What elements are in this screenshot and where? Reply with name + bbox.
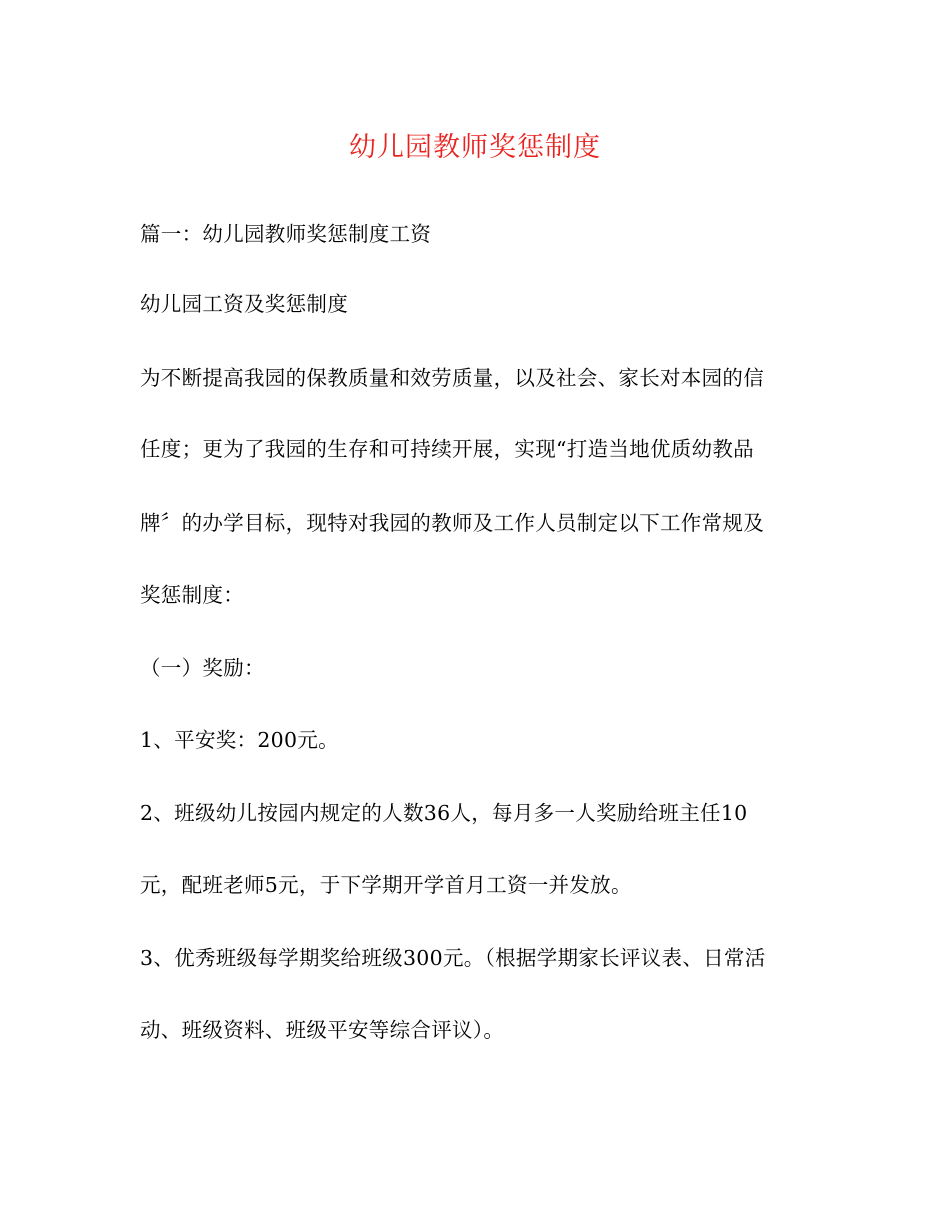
section-heading: 篇一：幼儿园教师奖惩制度工资 xyxy=(140,222,432,246)
list-item-continuation: 动、班级资料、班级平安等综合评议）。 xyxy=(140,1018,505,1042)
list-item: 2、班级幼儿按园内规定的人数36人，每月多一人奖励给班主任10 xyxy=(140,801,748,825)
paragraph-line: 牌〞的办学目标，现特对我园的教师及工作人员制定以下工作常规及 xyxy=(140,511,764,535)
list-item-continuation: 元，配班老师5元，于下学期开学首月工资一并发放。 xyxy=(140,873,632,897)
document-title: 幼儿园教师奖惩制度 xyxy=(349,132,601,163)
list-item: 1、平安奖：200元。 xyxy=(140,728,339,752)
paragraph-line: 奖惩制度： xyxy=(140,583,244,607)
list-item: 3、优秀班级每学期奖给班级300元。（根据学期家长评议表、日常活 xyxy=(140,946,766,970)
paragraph-line: 为不断提高我园的保教质量和效劳质量，以及社会、家长对本园的信 xyxy=(140,366,764,390)
paragraph-line: 任度；更为了我园的生存和可持续开展，实现“打造当地优质幼教品 xyxy=(140,437,754,461)
rewards-heading: （一）奖励： xyxy=(140,656,265,680)
subheading: 幼儿园工资及奖惩制度 xyxy=(140,292,348,316)
